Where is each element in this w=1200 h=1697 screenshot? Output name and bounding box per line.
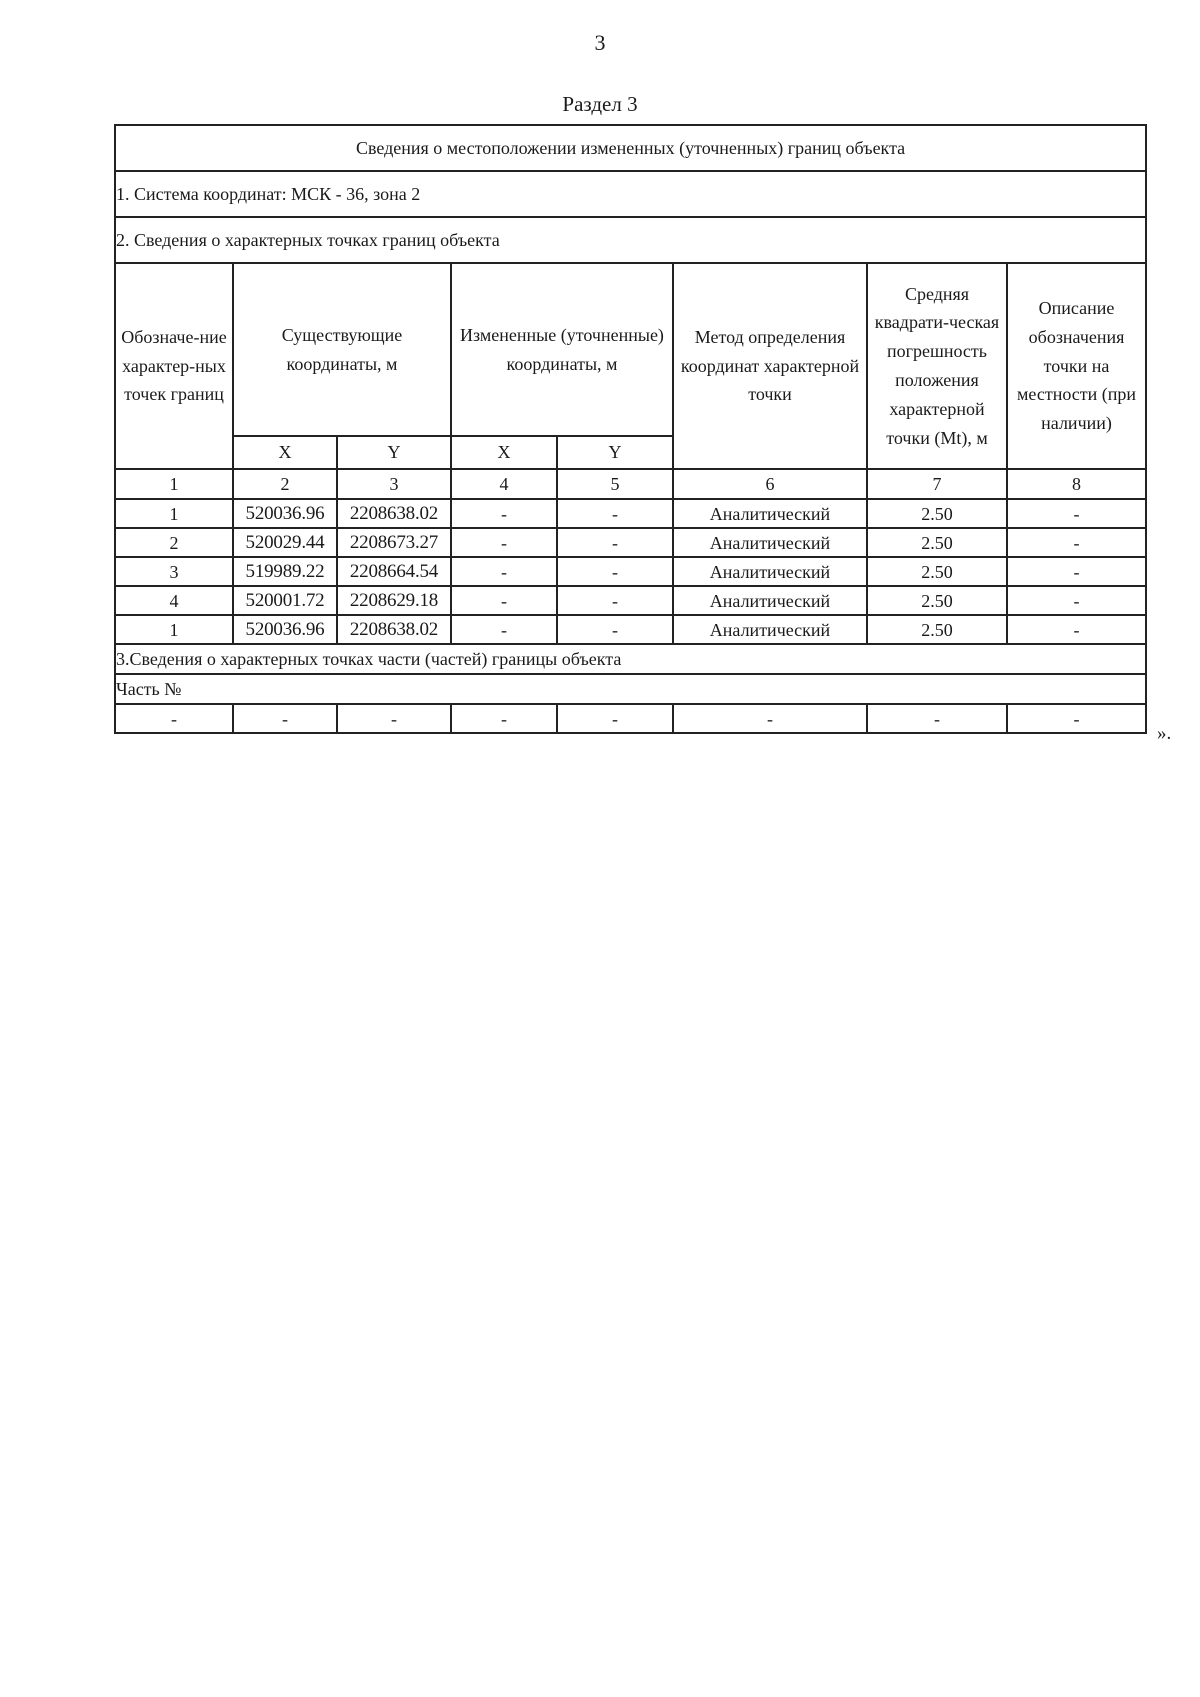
- table-title: Сведения о местоположении измененных (уточненных) границ объекта: [115, 125, 1146, 171]
- point-description: -: [1007, 528, 1146, 557]
- part-row: [115, 704, 1146, 733]
- method: Аналитический: [673, 615, 867, 644]
- part-cell: -: [337, 704, 451, 733]
- header-method: Метод определения координат характерной точки: [673, 263, 867, 469]
- existing-y: 2208638.02: [337, 499, 451, 528]
- part-number-label: Часть №: [115, 674, 1146, 704]
- table-row: [115, 499, 1146, 528]
- existing-y: 2208673.27: [337, 528, 451, 557]
- point-id: 1: [115, 615, 233, 644]
- column-number: 2: [233, 469, 337, 499]
- changed-x: -: [451, 557, 557, 586]
- column-number: 1: [115, 469, 233, 499]
- changed-x: -: [451, 528, 557, 557]
- header-y-existing: Y: [337, 436, 451, 469]
- part-cell: -: [1007, 704, 1146, 733]
- mean-square-error: 2.50: [867, 528, 1007, 557]
- column-number: 7: [867, 469, 1007, 499]
- existing-y: 2208664.54: [337, 557, 451, 586]
- point-id: 3: [115, 557, 233, 586]
- column-number: 3: [337, 469, 451, 499]
- existing-x: 520036.96: [233, 499, 337, 528]
- changed-y: -: [557, 557, 673, 586]
- existing-x: 520036.96: [233, 615, 337, 644]
- mean-square-error: 2.50: [867, 586, 1007, 615]
- column-number: 5: [557, 469, 673, 499]
- mean-square-error: 2.50: [867, 499, 1007, 528]
- existing-x: 520001.72: [233, 586, 337, 615]
- changed-y: -: [557, 528, 673, 557]
- point-description: -: [1007, 557, 1146, 586]
- method: Аналитический: [673, 499, 867, 528]
- boundary-coordinates-table: [114, 124, 1147, 734]
- column-number: 6: [673, 469, 867, 499]
- changed-y: -: [557, 499, 673, 528]
- header-mean-square-error: Средняя квадрати-ческая погрешность положения характерной точки (Mt), м: [867, 263, 1007, 469]
- existing-x: 519989.22: [233, 557, 337, 586]
- points-section-title: 2. Сведения о характерных точках границ объекта: [115, 217, 1146, 263]
- header-existing-coordinates: Существующие координаты, м: [233, 263, 451, 436]
- part-cell: -: [451, 704, 557, 733]
- column-number: 8: [1007, 469, 1146, 499]
- column-number: 4: [451, 469, 557, 499]
- changed-x: -: [451, 499, 557, 528]
- part-cell: -: [673, 704, 867, 733]
- part-cell: -: [115, 704, 233, 733]
- point-id: 4: [115, 586, 233, 615]
- part-cell: -: [233, 704, 337, 733]
- part-cell: -: [557, 704, 673, 733]
- changed-y: -: [557, 586, 673, 615]
- point-description: -: [1007, 499, 1146, 528]
- changed-x: -: [451, 586, 557, 615]
- header-x-existing: X: [233, 436, 337, 469]
- mean-square-error: 2.50: [867, 557, 1007, 586]
- mean-square-error: 2.50: [867, 615, 1007, 644]
- table-row: [115, 528, 1146, 557]
- header-y-changed: Y: [557, 436, 673, 469]
- changed-y: -: [557, 615, 673, 644]
- header-changed-coordinates: Измененные (уточненные) координаты, м: [451, 263, 673, 436]
- point-description: -: [1007, 615, 1146, 644]
- method: Аналитический: [673, 557, 867, 586]
- point-id: 1: [115, 499, 233, 528]
- table-row: [115, 615, 1146, 644]
- parts-section-title: 3.Сведения о характерных точках части (частей) границы объекта: [115, 644, 1146, 674]
- header-point-description: Описание обозначения точки на местности (при наличии): [1007, 263, 1146, 469]
- part-cell: -: [867, 704, 1007, 733]
- method: Аналитический: [673, 528, 867, 557]
- point-id: 2: [115, 528, 233, 557]
- header-x-changed: X: [451, 436, 557, 469]
- existing-y: 2208629.18: [337, 586, 451, 615]
- page-number: 3: [594, 30, 606, 55]
- section-title: Раздел 3: [562, 92, 638, 116]
- table-row: [115, 586, 1146, 615]
- coordinate-system: 1. Система координат: МСК - 36, зона 2: [115, 171, 1146, 217]
- table-row: [115, 557, 1146, 586]
- changed-x: -: [451, 615, 557, 644]
- existing-y: 2208638.02: [337, 615, 451, 644]
- method: Аналитический: [673, 586, 867, 615]
- existing-x: 520029.44: [233, 528, 337, 557]
- column-number-row: [115, 469, 1146, 499]
- closing-quote: ».: [1157, 723, 1172, 744]
- header-point-designation: Обозначе-ние характер-ных точек границ: [115, 263, 233, 469]
- point-description: -: [1007, 586, 1146, 615]
